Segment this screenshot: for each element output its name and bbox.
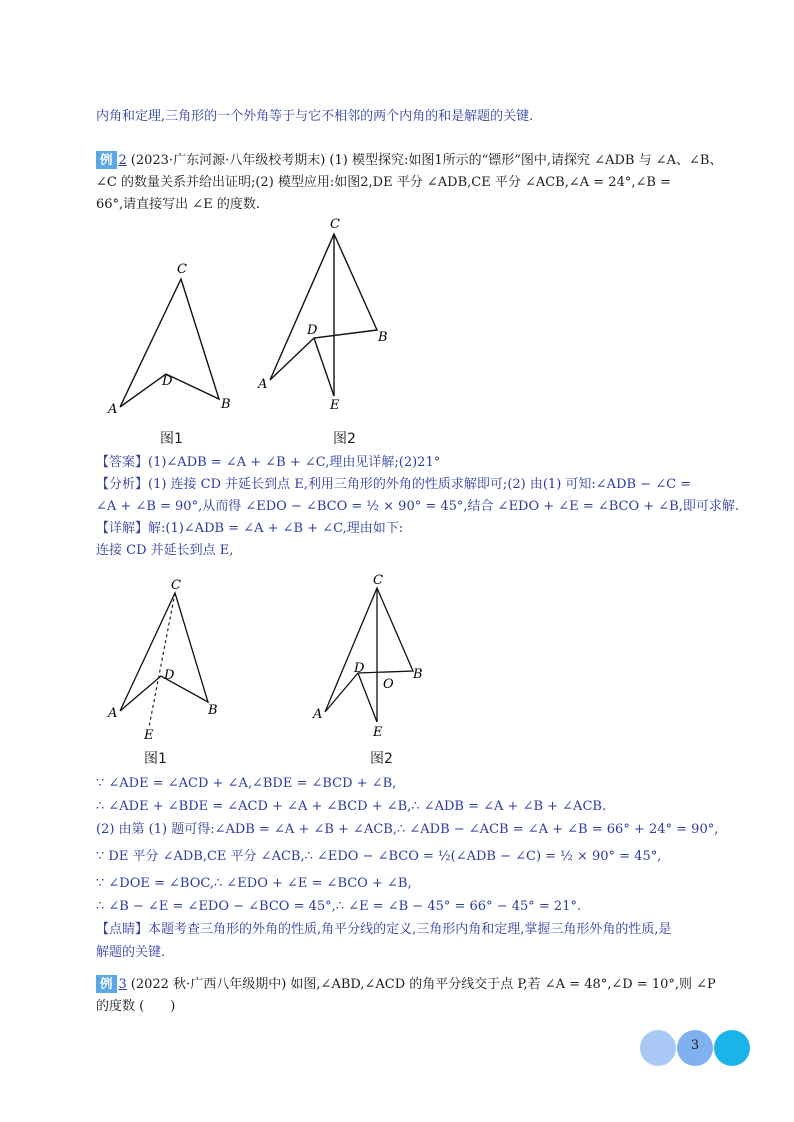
point-A-label: A (108, 706, 118, 721)
answer-text: 【答案】(1)∠ADB = ∠A + ∠B + ∠C,理由见详解;(2)21° (96, 455, 441, 470)
point-E-label: E (373, 725, 383, 740)
example-2-line2: ∠C 的数量关系并给出证明;(2) 模型应用:如图2,DE 平分 ∠ADB,CE 平分 ∠ACB,∠A = 24°,∠B = (96, 175, 671, 190)
point-B-label: B (221, 397, 231, 412)
point-A-label: A (313, 707, 323, 722)
point-E-label: E (144, 728, 154, 743)
example-badge: 例 (96, 975, 117, 993)
example-3-line2: 的度数 ( ) (96, 999, 176, 1014)
analysis-line2: ∠A + ∠B = 90°,从而得 ∠EDO − ∠BCO = ½ × 90° = 45°,结合 ∠EDO + ∠E = ∠BCO + ∠B,即可求解. (96, 499, 739, 514)
example-number: 3 (118, 977, 127, 992)
proof-line: ∴ ∠ADE + ∠BDE = ∠ACD + ∠A + ∠BCD + ∠B,∴ ∠ADB = ∠A + ∠B + ∠ACB. (96, 799, 607, 814)
point-B-label: B (413, 667, 423, 682)
point-C-label: C (171, 578, 181, 593)
figure-1-bottom-caption: 图1 (144, 751, 167, 767)
point-O-label: O (383, 677, 394, 692)
example-3-line1: (2022 秋·广西八年级期中) 如图,∠ABD,∠ACD 的角平分线交于点 P,若 ∠A = 48°,∠D = 10°,则 ∠P (130, 977, 716, 992)
page-number: 3 (690, 1038, 700, 1053)
point-E-label: E (330, 398, 340, 413)
comment-line2: 解题的关键. (96, 945, 166, 960)
point-A-label: A (258, 377, 268, 392)
comment-line1: 【点睛】本题考查三角形的外角的性质,角平分线的定义,三角形内角和定理,掌握三角形外角的性质,是 (96, 922, 672, 937)
point-B-label: B (208, 703, 218, 718)
figure-2-bottom-caption: 图2 (370, 751, 393, 767)
proof-line: ∴ ∠B − ∠E = ∠EDO − ∠BCO = 45°,∴ ∠E = ∠B − 45° = 66° − 45° = 21°. (96, 899, 582, 914)
example-3 (96, 974, 726, 1018)
figure-2-bottom (305, 572, 435, 747)
pager-circle-light (640, 1030, 676, 1066)
detail-line2: 连接 CD 并延长到点 E, (96, 543, 234, 558)
proof-line: ∵ DE 平分 ∠ADB,CE 平分 ∠ACB,∴ ∠EDO − ∠BCO = ½(∠ADB − ∠C) = ½ × 90° = 45°, (96, 849, 662, 864)
point-D-label: D (162, 374, 173, 389)
point-D-label: D (307, 323, 318, 338)
point-A-label: A (108, 402, 118, 417)
detail-line1: 【详解】解:(1)∠ADB = ∠A + ∠B + ∠C,理由如下: (96, 521, 404, 536)
point-B-label: B (378, 330, 388, 345)
figure-1-bottom (100, 575, 230, 745)
proof-line: ∵ ∠ADE = ∠ACD + ∠A,∠BDE = ∠BCD + ∠B, (96, 776, 397, 791)
intro-text: 内角和定理,三角形的一个外角等于与它不相邻的两个内角的和是解题的关键. (96, 109, 534, 124)
example-badge: 例 (96, 151, 117, 169)
example-2-line1: (2023·广东河源·八年级校考期末) (1) 模型探究:如图1所示的“镖形”图中,请探究 ∠ADB 与 ∠A、∠B、 (130, 153, 723, 168)
point-D-label: D (164, 668, 175, 683)
point-C-label: C (330, 217, 340, 232)
analysis-line1: 【分析】(1) 连接 CD 并延长到点 E,利用三角形的外角的性质求解即可;(2) 由(1) 可知:∠ADB − ∠C = (96, 477, 692, 492)
proof-line: (2) 由第 (1) 题可得:∠ADB = ∠A + ∠B + ∠ACB,∴ ∠ADB − ∠ACB = ∠A + ∠B = 66° + 24° = 90°, (96, 822, 719, 837)
point-C-label: C (373, 573, 383, 588)
point-D-label: D (354, 661, 365, 676)
solution (96, 452, 739, 562)
proof (96, 772, 726, 964)
pager-circle-dark (714, 1030, 750, 1066)
figure-2-top (250, 212, 400, 417)
point-C-label: C (177, 262, 187, 277)
figure-1-top (100, 255, 250, 420)
example-number: 2 (118, 153, 127, 168)
proof-line: ∵ ∠DOE = ∠BOC,∴ ∠EDO + ∠E = ∠BCO + ∠B, (96, 876, 412, 891)
figure-2-top-caption: 图2 (333, 431, 356, 447)
example-2-line3: 66°,请直接写出 ∠E 的度数. (96, 197, 260, 212)
figure-1-top-caption: 图1 (160, 431, 183, 447)
example-2 (96, 150, 726, 216)
